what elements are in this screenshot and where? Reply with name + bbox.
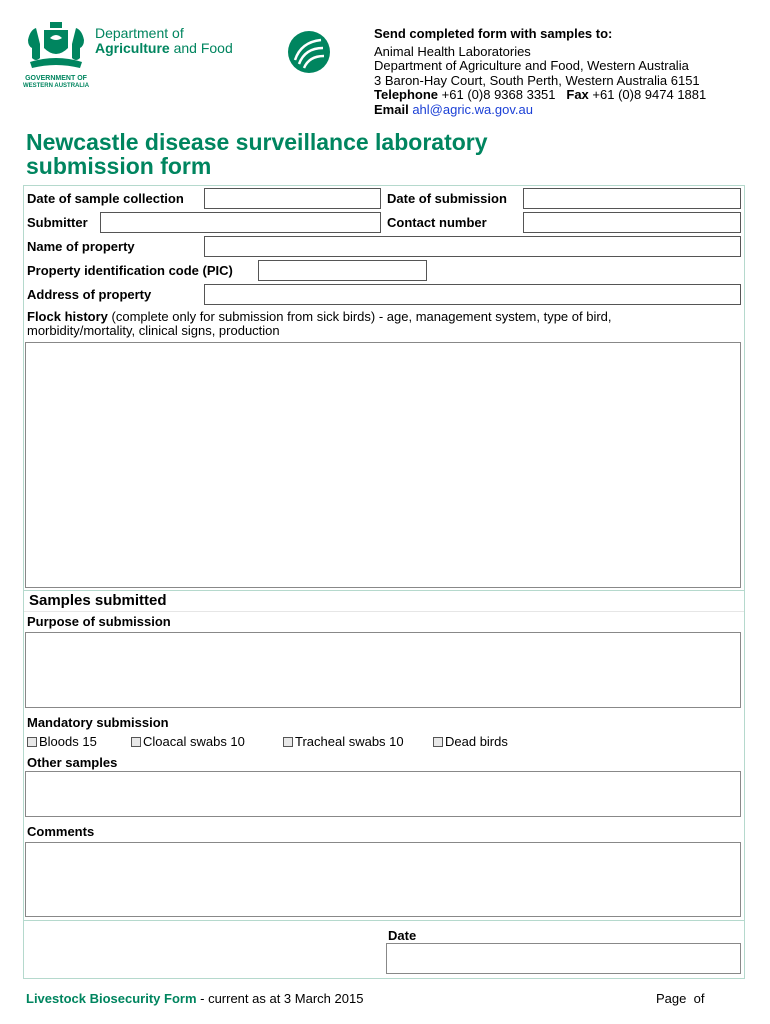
footer-form-name: Livestock Biosecurity Form bbox=[26, 991, 197, 1006]
dead-birds-label: Dead birds bbox=[445, 734, 508, 749]
contact-number-label: Contact number bbox=[387, 215, 487, 230]
telephone-label: Telephone bbox=[374, 87, 439, 102]
samples-heading: Samples submitted bbox=[29, 592, 167, 609]
comments-textarea[interactable] bbox=[25, 842, 741, 917]
purpose-textarea[interactable] bbox=[25, 632, 741, 708]
title-line-2: submission form bbox=[26, 153, 212, 179]
checkbox-bloods[interactable] bbox=[27, 734, 97, 749]
telephone-value: +61 (0)8 9368 3351 bbox=[441, 87, 556, 102]
pic-input[interactable] bbox=[258, 260, 427, 281]
department-name bbox=[95, 26, 233, 56]
page-title bbox=[26, 130, 488, 178]
bloods-label: Bloods 15 bbox=[39, 734, 97, 749]
checkbox-cloacal[interactable] bbox=[131, 734, 245, 749]
tracheal-checkbox-icon[interactable] bbox=[283, 737, 293, 747]
flock-history-line-2: morbidity/mortality, clinical signs, production bbox=[27, 323, 280, 338]
footer-current: - current as at 3 March 2015 bbox=[200, 991, 364, 1006]
submitter-input[interactable] bbox=[100, 212, 381, 233]
cloacal-label: Cloacal swabs 10 bbox=[143, 734, 245, 749]
date-collection-label: Date of sample collection bbox=[27, 191, 184, 206]
checkbox-dead-birds[interactable] bbox=[433, 734, 508, 749]
address-input[interactable] bbox=[204, 284, 741, 305]
flock-history-text: (complete only for submission from sick birds) - age, management system, type of bird, bbox=[111, 309, 612, 324]
title-line-1: Newcastle disease surveillance laboratory bbox=[26, 129, 488, 155]
department-line-1: Department of bbox=[95, 25, 184, 41]
gov-line-2: WESTERN AUSTRALIA bbox=[22, 83, 90, 89]
fax-value: +61 (0)8 9474 1881 bbox=[592, 87, 707, 102]
flock-history-textarea[interactable] bbox=[25, 342, 741, 588]
bloods-checkbox-icon[interactable] bbox=[27, 737, 37, 747]
department-line-2a: Agriculture bbox=[95, 40, 170, 56]
date-submission-input[interactable] bbox=[523, 188, 741, 209]
address-line-1: Animal Health Laboratories bbox=[374, 43, 531, 59]
date-collection-input[interactable] bbox=[204, 188, 381, 209]
footer-form-info bbox=[26, 991, 363, 1006]
comments-label: Comments bbox=[27, 824, 95, 839]
email-label: Email bbox=[374, 101, 409, 117]
address-label: Address of property bbox=[27, 287, 152, 302]
wa-crest-logo bbox=[20, 20, 92, 89]
property-name-label: Name of property bbox=[27, 239, 135, 254]
send-title: Send completed form with samples to: bbox=[374, 26, 613, 41]
tracheal-label: Tracheal swabs 10 bbox=[295, 734, 404, 749]
date-input[interactable] bbox=[386, 943, 741, 974]
department-line-2b: and Food bbox=[173, 40, 233, 56]
send-to-block bbox=[374, 27, 706, 117]
date-label: Date bbox=[388, 928, 417, 943]
fax-label: Fax bbox=[566, 87, 589, 102]
cloacal-checkbox-icon[interactable] bbox=[131, 737, 141, 747]
flock-history-bold: Flock history bbox=[27, 309, 108, 324]
divider bbox=[24, 920, 744, 921]
submitter-label: Submitter bbox=[27, 215, 88, 230]
other-samples-textarea[interactable] bbox=[25, 771, 741, 817]
phone-line bbox=[374, 88, 706, 103]
contact-number-input[interactable] bbox=[523, 212, 741, 233]
property-name-input[interactable] bbox=[204, 236, 741, 257]
address-line-3: 3 Baron-Hay Court, South Perth, Western Australia 6151 bbox=[374, 72, 700, 88]
flock-history-label bbox=[27, 310, 612, 338]
pic-label: Property identification code (PIC) bbox=[27, 263, 233, 278]
address-line-2: Department of Agriculture and Food, Western Australia bbox=[374, 58, 689, 73]
gov-line-1: GOVERNMENT OF bbox=[25, 75, 87, 82]
dead-birds-checkbox-icon[interactable] bbox=[433, 737, 443, 747]
mandatory-label: Mandatory submission bbox=[27, 715, 169, 730]
other-samples-label: Other samples bbox=[27, 755, 118, 770]
checkbox-tracheal[interactable] bbox=[283, 734, 404, 749]
date-submission-label: Date of submission bbox=[387, 191, 507, 206]
footer-page-number: Page of bbox=[656, 991, 705, 1006]
email-line bbox=[374, 103, 706, 118]
swirl-emblem-icon bbox=[287, 30, 331, 74]
purpose-label: Purpose of submission bbox=[27, 614, 171, 629]
email-link[interactable]: ahl@agric.wa.gov.au bbox=[412, 101, 533, 117]
